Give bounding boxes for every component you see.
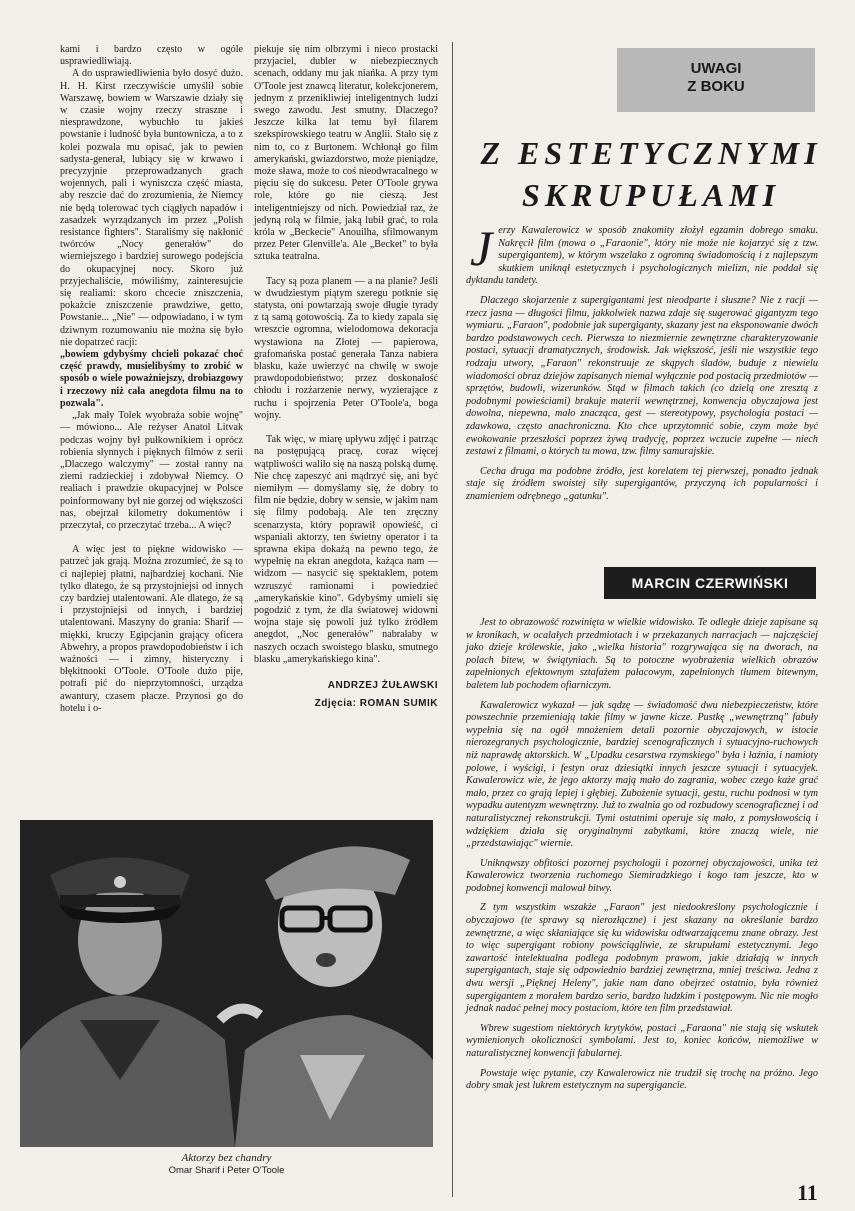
section-label-line1: UWAGI bbox=[690, 60, 742, 77]
author-signature: ANDRZEJ ŻUŁAWSKI bbox=[327, 679, 438, 691]
photo-caption bbox=[20, 1152, 433, 1176]
lead-text: erzy Kawalerowicz w sposób znakomity złożył egzamin dobrego smaku. Nakręcił film (mowa o „Faraonie", który nie może nie kojarzyć się z tzw. supergigantem), w którym wszelako z ogromną świadomością i z najlepszym skutkiem uniknął estetycznych i psychologicznych mielizn, nie poddał się dyktandu tandety. bbox=[466, 225, 818, 287]
actors-photo bbox=[20, 820, 433, 1147]
paragraph: A do usprawiedliwienia było dosyć dużo. H. H. Kirst rzeczywiście umyślił sobie Warszawę, bowiem w Warszawie działy się w czasie wojny rzeczy straszne i niesprawdzone, wybuchło tu jakieś powstanie i ludność była buntownicza, a to z kolei pozwala mu opisać, jak to pewien sadysta-generał, lubiący się w krwawo i precyzyjnie przeprowadzanych grach wojennych, pali i wyniszcza część miasta, aby reszcie dać do zrozumienia, że Niemcy nie będą tolerować tych ciągłych napadów i zasadzek wyrządzanych im przez „Polish resistance fighters". Staraliśmy się nakłonić twórców „Nocy generałów" do wierniejszego i bardziej surowego podejścia do okupacyjnej nocy. Skoro już przyjechaliście, mówiliśmy, zainteresujcie się realiami: skoro chcecie zniszczenia, pokażcie zniszczenie prawdziwe, getto, Powstanie... „Nie" — odpowiadano, i w tym dziwnym rozumowaniu nie można się było nie dopatrzeć racji: bbox=[60, 68, 243, 348]
left-column bbox=[60, 44, 243, 715]
paragraph: Jest to obrazowość rozwinięta w wielkie widowisko. Te odległe dzieje zapisane są w kronikach, w ocalałych przedmiotach i w przekazanych narracjach — najczęściej jako dzieje królewskie, jako „wielka historia" rozgrywająca się na dworach, na polach bitew, w świątyniach. Są to potoczne wyobrażenia wielkich obrazów zapełnionych efektownym sztafażem pałacowym, zapełnionych tłumem bitewnym, baletem lub pochodem ofiarniczym. bbox=[466, 617, 818, 691]
title-line2: SKRUPUŁAMI bbox=[521, 177, 781, 213]
section-label-line2: Z BOKU bbox=[687, 78, 745, 95]
author-banner: MARCIN CZERWIŃSKI bbox=[604, 567, 816, 599]
paragraph: Dlaczego skojarzenie z supergigantami jest nieodparte i słuszne? Nie z racji — rzecz jasna — długości filmu, jakkolwiek nazwa zdaje się sugerować gigantyzm tego wymiaru. „Faraon", podobnie jak supergiganty, skazany jest na eksponowanie dwóch bardzo podstawowych cech. Pierwsza to niezmiernie zewnętrzne charakteryzowanie postaci, sytuacji dramatycznych, środowisk. Jak większość, jeśli nie wszystkie tego rodzaju utwory, „Faraon" rekonstruuje ze skąpych śladów, buduje z niewielu wiadomości obraz dziejów zapisanych niemal wyłącznie pod postacią przedmiotów — sprzętów, budowli, wizerunków. Stąd w filmach takich (co dzielą one zresztą z podobnymi powieściami) brakuje materii wewnętrznej, konwencja obyczajowa jest dowolna, niepewna, mało znacząca, gest — stereotypowy, psychologia postaci — zdawkowa, często anachroniczna. Kto chce uprzytomnić sobie, czym może być ewokowanie przeszłości poprzez żywą tradycję, poprzez wczucie zupełne — niech zestawi z filmami, o których tu mowa, tzw. filmy samurajskie. bbox=[466, 294, 818, 458]
paragraph: Cecha druga ma podobne źródło, jest korelatem tej pierwszej, ponadto jednak staje się źródłem swoistej siły supergigantów, przyczyną ich popularności i znamieniem odrębnego „gatunku". bbox=[466, 465, 818, 502]
section-label bbox=[617, 48, 815, 112]
drop-cap: J bbox=[470, 220, 493, 276]
page-number: 11 bbox=[797, 1180, 818, 1205]
lead-paragraph bbox=[466, 220, 818, 288]
paragraph: Uniknąwszy obfitości pozornej psychologii i pozornej obyczajowości, unika też Kawalerowicz tworzenia ruchomego Siemiradzkiego i kogo tam jeszcze, kto w podobnej konwencji malował bitwy. bbox=[466, 857, 818, 894]
paragraph: Kawalerowicz wykazał — jak sądzę — świadomość dwu niebezpieczeństw, które powszechnie przemieniają takie filmy w jawne kicze. Pustkę „wewnętrzną" fabuły wypełnia się na ogół mnożeniem detali pozornie obyczajowych, w istocie nierozegranych psychologicznie, bardziej scenograficznych i sytuacyjno-ruchowych niż naprawdę aktorskich. W „Upadku cesarstwa rzymskiego" była i łaźnia, i namioty polowe, i wyścigi, i festyn oraz dziesiątki innych jeszcze sytuacji i sytuacyjek. Kawalerowicz wie, że jego aktorzy mają mało do zagrania, wobec czego każe grać mało, przez co grają lepiej i głębiej. Zubożenie sytuacji, gestu, ruchu podnosi w tym wypadku autentyzm wewnętrzny. Już to zwalnia go od rozbudowy scenograficznej i od naturalistycznej rekonstrukcji. Tymi ostatnimi operuje się mało, z pomysłowością i wdziękiem działa się oryginalnymi zabytkami, które znaczą wiele, nie „przedstawiając" wiernie. bbox=[466, 699, 818, 850]
paragraph: Powstaje więc pytanie, czy Kawalerowicz nie trudził się trochę na próżno. Jego dobry smak jest lukrem estetycznym na supergigancie. bbox=[466, 1067, 818, 1092]
middle-column bbox=[254, 44, 438, 710]
paragraph: Tacy są poza planem — a na planie? Jeśli w dwudziestym piątym szeregu potknie się statysta, oni powtarzają swoje długie tyrady z tą samą gotowością. Za to kiedy zapala się wreszcie ogromna, wielodomowa dekoracja wystawiona na Złotej — papierowa, grafomańska postać generała Tanza nabiera blasku, każe uwierzyć na chwilę w swoje prawdopodobieństwo; przez doskonałość chłodu i rozżarzenie nerwy, wyzierające z ruchu i spojrzenia Peter O'Toole'a, boga wojny. bbox=[254, 275, 438, 421]
paragraph: Wbrew sugestiom niektórych krytyków, postaci „Faraona" nie stają się wskutek wymienionych okoliczności symbolami. Jest to, koniec końców, niemożliwe w naturalistycznej konwencji fabularnej. bbox=[466, 1022, 818, 1059]
article-title bbox=[466, 132, 836, 216]
title-line1: Z ESTETYCZNYMI bbox=[480, 135, 822, 171]
article-body bbox=[466, 617, 818, 1093]
paragraph: Tak więc, w miarę upływu zdjęć i patrząc na postępującą pracę, coraz więcej wątpliwości waliło się na naszą polską dumę. Nie chcę zapeszyć ani mądrzyć się, ani być niemiłym — domyślamy się, że dobry to film nie będzie, dobry w sensie, w jakim nam się filmy podobają. Ale ten zręczny scenarzysta, który poprawił opowieść, ci wspaniali aktorzy, ten świetny operator i ta sprawna ekipa dokażą na pewno tego, że wypełnię na ekran anegdota, każąca nam — widzom — nasycić się spektaklem, potem wzruszyć ramionami i powiedzieć „amerykańskie kino". Gdybyśmy umieli się pogodzić z tym, że dla światowej widowni wojna staje się powoli już tylko źródłem anegdot, „Noc generałów" nabrałaby w naszych oczach swoistego blasku, smutnego blasku „amerykańskiego kina". bbox=[254, 434, 438, 665]
paragraph: „Jak mały Tolek wyobraża sobie wojnę" — mówiono... Ale reżyser Anatol Litvak podczas wojny był pułkownikiem i oprócz robienia słynnych i pięknych filmów z serii „Dlaczego walczymy" — został ranny na ziemi radzieckiej i zdobywał Niemcy. O realiach i prawdzie okupacyjnej w Polsce poinformowany był nie gorzej od większości nas, obejrzał kilometry dokumentów i przeczytał, co przeczytać trzeba... A więc? bbox=[60, 410, 243, 531]
photo-credit: Zdjęcia: ROMAN SUMIK bbox=[314, 698, 438, 710]
paragraph: piekuje się nim olbrzymi i nieco prostacki przyjaciel, dubler w niebezpiecznych scenach, oddany mu jak niańka. A przy tym O'Toole jest znawcą literatur, kolekcjonerem, jednym z przenikliwiej inteligentnych ludzi swego zawodu. Jest smutny. Dlaczego? Jeszcze kilka lat temu był filarem szekspirowskiego teatru w Anglii. Stało się z nim to, co z Burtonem. Wchłonął go film amerykański, gwiazdorstwo, może pieniądze, może sława, może to coś nieodwracalnego w pięciu się do sukcesu. Peter O'Toole grywa role, które go nie cieszą. Jest inteligentniejszy od nich. Powiedział raz, że jedyną rolą w filmie, jaką lubił grać, to rola króla w „Beckecie" Anouilha, sfilmowanym przez Peter Glenville'a. Ale „Becket" to była sztuka teatralna. bbox=[254, 44, 438, 263]
photo-illustration bbox=[20, 820, 433, 1147]
paragraph: Z tym wszystkim wszakże „Faraon" jest niedookreślony psychologicznie i obyczajowo (te sprawy są nierozłączne) i jest skazany na określanie bardzo zewnętrzne, a więc skłaniające się ku widowisku odtwarzającemu znane obrazy. Jest to więc supergigant robiony powściągliwie, ze skrupułami estetycznymi. Jego zawartość intelektualna podlega podobnym prawom, jakie działają w innych supergigantach, staje się odpowiednio bardziej zewnętrzna, mniej treściwa. Jedna z dwu wersji „Pięknej Heleny", jakie nam dano obejrzeć ostatnio, była również supergigantem z morałem bardzo serio, bardzo ludzkim i postępowym. Nic nie mogło jednak nadać pełnej mocy postaciom, które ten film przedstawiał. bbox=[466, 902, 818, 1015]
column-divider bbox=[452, 42, 453, 1197]
paragraph: kami i bardzo często w ogóle usprawiedliwiają. bbox=[60, 44, 243, 68]
caption-title: Aktorzy bez chandry bbox=[181, 1152, 272, 1164]
caption-names: Omar Sharif i Peter O'Toole bbox=[168, 1165, 285, 1176]
paragraph: A więc jest to piękne widowisko — patrzeć jak grają. Można zrozumieć, że są to ci najlepiej płatni, najbardziej kochani. Nie tylko dlatego, że są przystojniejsi od innych czy bardziej utalentowani. Ale dlatego, że są i przystojniejsi od innych, i bardziej utalentowani. Maszyny do grania: Sharif — miękki, kruczy Egipcjanin grający oficera Abwehry, a propos prawdopodobieństw i ich ważności — i zimny, histeryczny i błękitnooki O'Toole. O'Toole dużo pije, potrafi pić do nieprzytomności, urządza awantury, czasem płacze. Przynosi go do hotelu i o- bbox=[60, 544, 243, 714]
bold-paragraph: „bowiem gdybyśmy chcieli pokazać choć część prawdy, musielibyśmy to zrobić w sposób o wiele poważniejszy, drobiazgowy i rzeczowy niż cała anegdota filmu na to pozwala". bbox=[60, 349, 243, 409]
lead-section bbox=[466, 220, 818, 503]
